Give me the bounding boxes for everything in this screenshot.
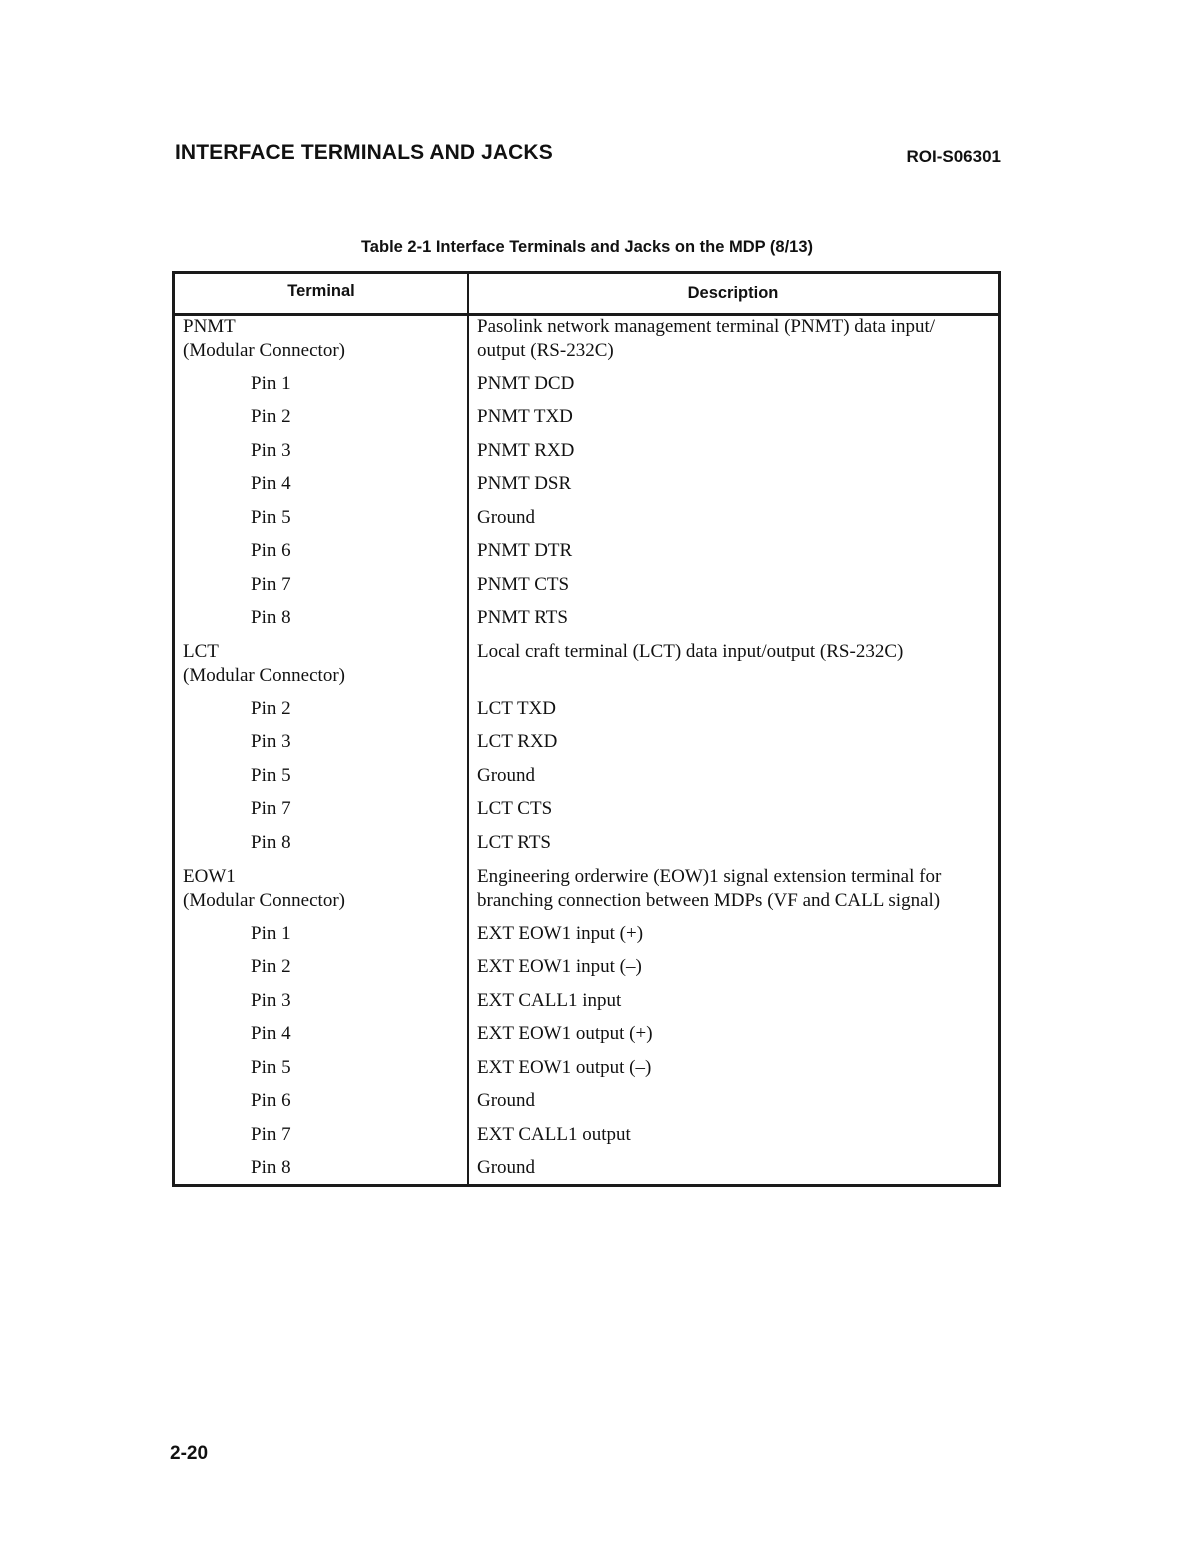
description-text: PNMT TXD [477,406,573,427]
description-text: EXT EOW1 input (+) [477,923,644,944]
column-header-description: Description [687,284,779,302]
description-text: Engineering orderwire (EOW)1 signal extension terminal for [477,866,942,887]
terminal-text: (Modular Connector) [183,664,345,686]
terminal-text: Pin 5 [251,507,291,528]
description-cell [477,573,990,597]
terminal-text: Pin 5 [251,765,291,786]
description-text: EXT CALL1 input [477,990,622,1011]
description-text: PNMT RXD [477,440,575,461]
description-cell [477,989,990,1013]
terminal-cell [183,865,463,912]
terminal-text: Pin 7 [251,798,291,819]
terminal-text: Pin 6 [251,540,291,561]
description-text: EXT EOW1 input (–) [477,956,642,977]
description-text: EXT EOW1 output (+) [477,1023,653,1044]
terminal-text: Pin 1 [251,923,291,944]
description-cell [477,606,990,630]
terminal-text: Pin 3 [251,990,291,1011]
terminal-text: Pin 1 [251,373,291,394]
terminal-text: PNMT [183,316,236,337]
description-cell [477,1056,990,1080]
description-text: Ground [477,765,536,786]
terminal-text: Pin 6 [251,1090,291,1111]
description-text: output (RS-232C) [477,339,614,361]
page-number: 2-20 [170,1443,209,1464]
description-cell [477,472,990,496]
description-cell [477,1022,990,1046]
column-header-terminal: Terminal [287,282,355,300]
description-text: EXT CALL1 output [477,1124,631,1145]
description-cell [477,506,990,530]
terminal-text: Pin 4 [251,1023,291,1044]
terminal-text: Pin 4 [251,473,291,494]
description-cell [477,730,990,754]
description-text: PNMT DTR [477,540,573,561]
description-text: LCT TXD [477,698,556,719]
description-text: PNMT CTS [477,574,570,595]
description-text: Ground [477,1090,536,1111]
description-text: branching connection between MDPs (VF and CALL signal) [477,889,941,911]
description-cell [477,1123,990,1147]
terminal-text: Pin 8 [251,607,291,628]
description-cell [477,797,990,821]
description-text: LCT RXD [477,731,558,752]
description-text: Ground [477,507,536,528]
description-text: PNMT RTS [477,607,568,628]
table-header-row [175,274,998,316]
description-cell [477,439,990,463]
section-title: INTERFACE TERMINALS AND JACKS [175,141,553,164]
terminal-text: (Modular Connector) [183,889,345,911]
description-text: Pasolink network management terminal (PNMT) data input/ [477,316,936,337]
table-caption: Table 2-1 Interface Terminals and Jacks on the MDP (8/13) [360,238,814,256]
terminal-cell [183,640,463,687]
terminal-text: Pin 8 [251,832,291,853]
description-text: PNMT DCD [477,373,575,394]
terminal-text: Pin 7 [251,574,291,595]
terminal-cell [183,315,463,362]
description-cell [477,405,990,429]
terminal-text: Pin 2 [251,956,291,977]
description-cell [477,1089,990,1113]
description-text: LCT CTS [477,798,553,819]
description-cell [477,539,990,563]
terminal-text: Pin 2 [251,406,291,427]
description-cell [477,640,990,664]
description-text: PNMT DSR [477,473,572,494]
description-cell [477,922,990,946]
description-cell [477,1156,990,1180]
description-text: Ground [477,1157,536,1178]
terminal-text: Pin 7 [251,1124,291,1145]
description-text: Local craft terminal (LCT) data input/output (RS-232C) [477,641,904,662]
terminal-text: LCT [183,641,219,662]
terminal-text: Pin 8 [251,1157,291,1178]
description-cell [477,764,990,788]
terminal-text: Pin 3 [251,440,291,461]
document-id: ROI-S06301 [906,147,1001,166]
terminal-text: Pin 2 [251,698,291,719]
terminal-text: (Modular Connector) [183,339,345,361]
description-text: EXT EOW1 output (–) [477,1057,652,1078]
description-cell [477,372,990,396]
description-cell [477,831,990,855]
description-cell [477,697,990,721]
description-text: LCT RTS [477,832,551,853]
description-cell [477,955,990,979]
terminal-text: Pin 3 [251,731,291,752]
terminal-text: Pin 5 [251,1057,291,1078]
description-cell [477,315,990,362]
interface-table [172,271,1001,1187]
terminal-text: EOW1 [183,866,236,887]
description-cell [477,865,990,912]
